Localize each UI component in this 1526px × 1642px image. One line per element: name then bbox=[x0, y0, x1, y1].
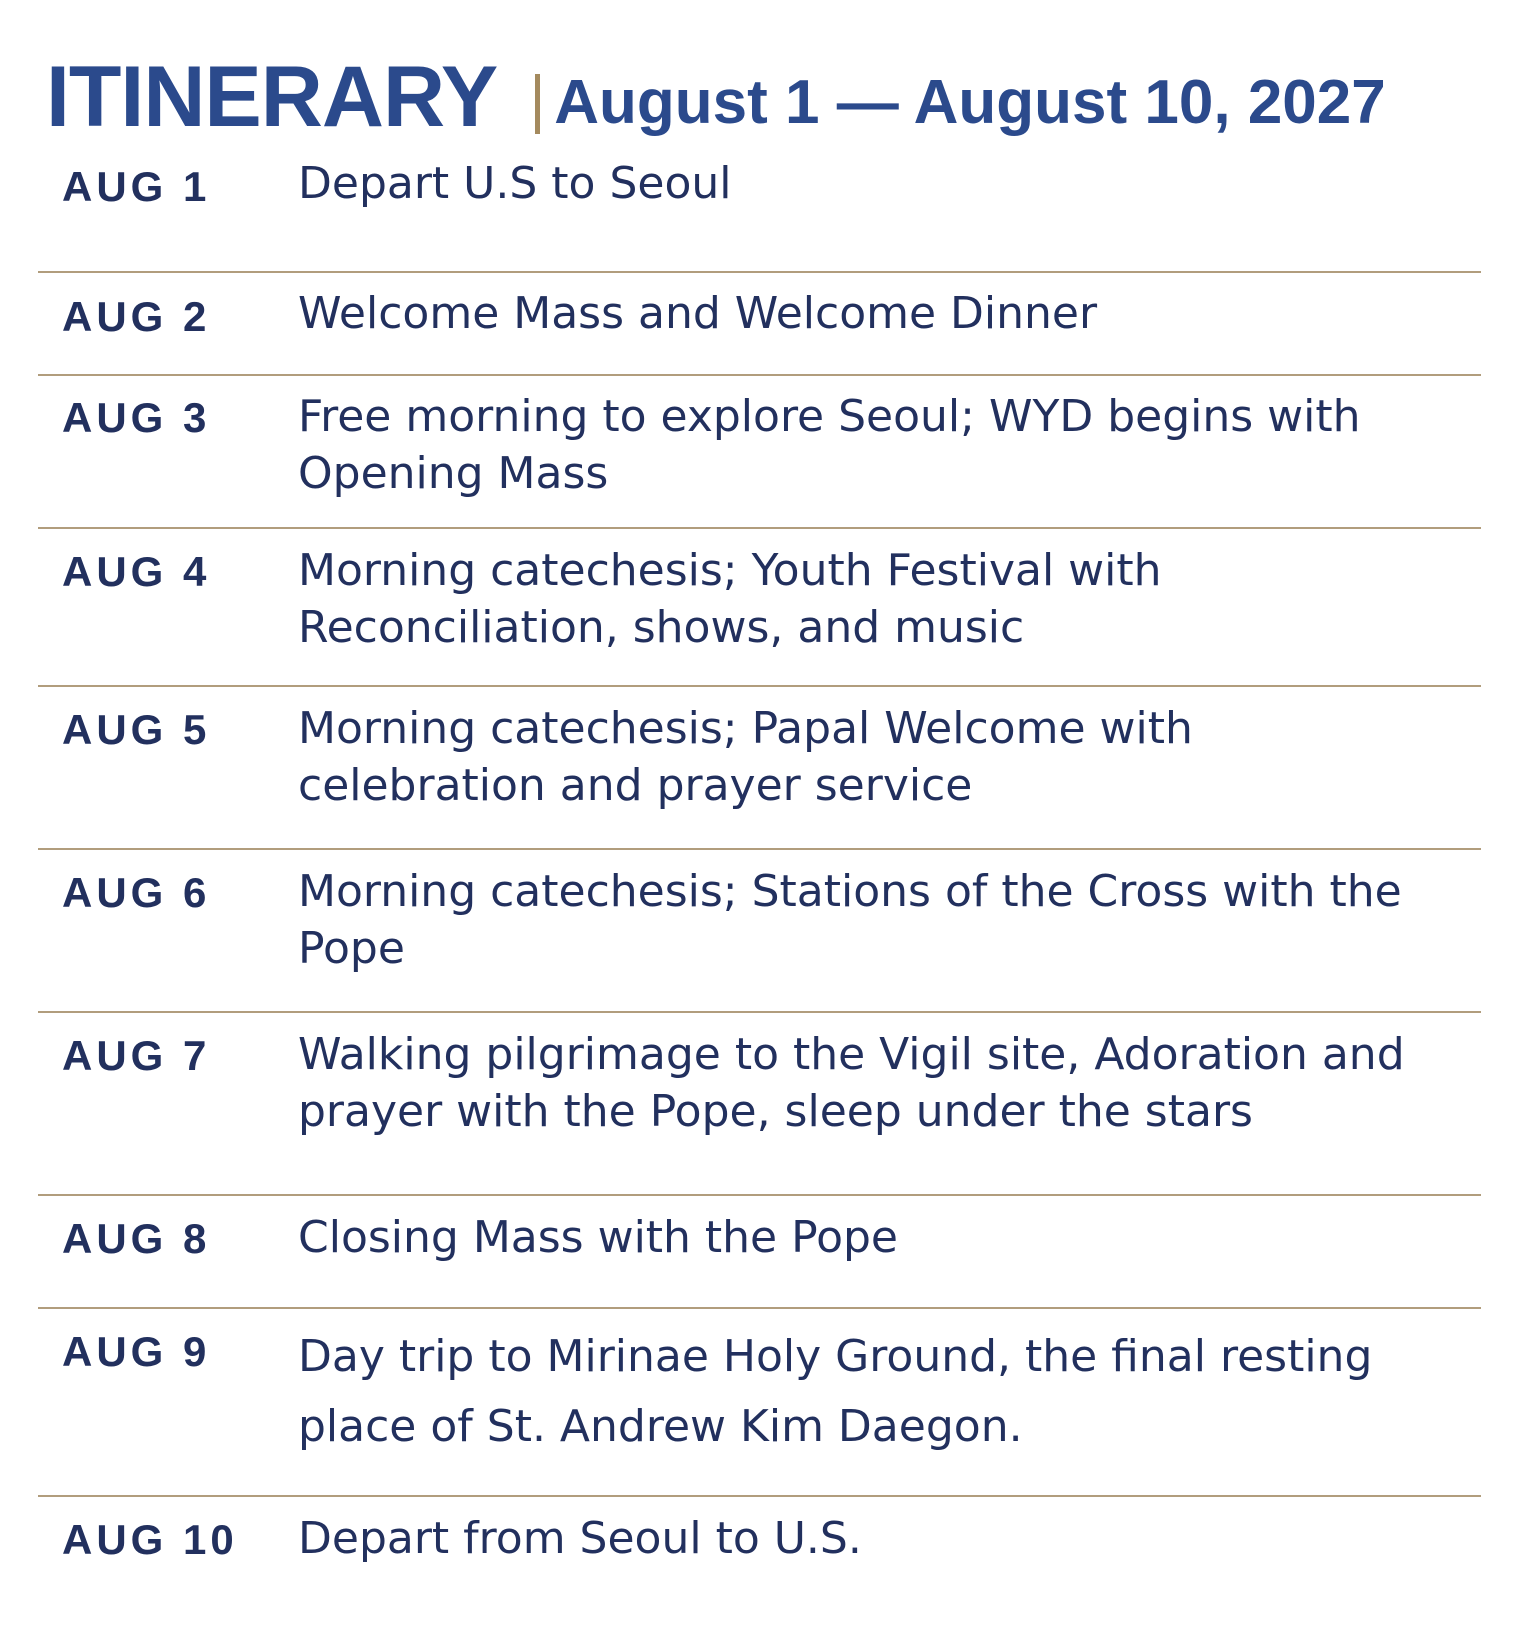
itinerary-description: Morning catechesis; Stations of the Cross with the Pope bbox=[298, 866, 1402, 974]
itinerary-row bbox=[38, 376, 1481, 529]
itinerary-row bbox=[38, 529, 1481, 687]
itinerary-row bbox=[38, 1013, 1481, 1196]
itinerary-date: AUG 3 bbox=[62, 394, 211, 441]
itinerary-row bbox=[38, 687, 1481, 850]
title-divider bbox=[535, 74, 540, 134]
itinerary-date: AUG 8 bbox=[62, 1215, 211, 1262]
date-range: August 1 — August 10, 2027 bbox=[554, 68, 1386, 137]
itinerary-description: Free morning to explore Seoul; WYD begins with Opening Mass bbox=[298, 391, 1361, 499]
itinerary-date: AUG 9 bbox=[62, 1328, 211, 1375]
itinerary-row bbox=[38, 1497, 1481, 1587]
itinerary-description: Day trip to Mirinae Holy Ground, the final resting place of St. Andrew Kim Daegon. bbox=[298, 1331, 1373, 1452]
itinerary-description: Morning catechesis; Youth Festival with Reconciliation, shows, and music bbox=[298, 545, 1162, 653]
itinerary-row bbox=[38, 850, 1481, 1013]
itinerary-description: Morning catechesis; Papal Welcome with celebration and prayer service bbox=[298, 703, 1193, 811]
itinerary-date: AUG 2 bbox=[62, 293, 211, 340]
itinerary-table bbox=[38, 150, 1481, 1587]
itinerary-description: Depart from Seoul to U.S. bbox=[298, 1513, 862, 1564]
itinerary-row bbox=[38, 1309, 1481, 1497]
itinerary-date: AUG 4 bbox=[62, 548, 211, 595]
itinerary-header bbox=[46, 40, 1386, 145]
itinerary-date: AUG 5 bbox=[62, 706, 211, 753]
itinerary-description: Walking pilgrimage to the Vigil site, Adoration and prayer with the Pope, sleep under the stars bbox=[298, 1029, 1405, 1137]
itinerary-date: AUG 6 bbox=[62, 869, 211, 916]
itinerary-date: AUG 7 bbox=[62, 1032, 211, 1079]
itinerary-description: Depart U.S to Seoul bbox=[298, 158, 732, 209]
page-title: ITINERARY bbox=[46, 49, 498, 145]
itinerary-description: Closing Mass with the Pope bbox=[298, 1212, 898, 1263]
itinerary-date: AUG 1 bbox=[62, 163, 211, 210]
itinerary-description: Welcome Mass and Welcome Dinner bbox=[298, 288, 1098, 339]
itinerary-row bbox=[38, 150, 1481, 273]
itinerary-row bbox=[38, 273, 1481, 376]
itinerary-date: AUG 10 bbox=[62, 1516, 238, 1563]
itinerary-row bbox=[38, 1196, 1481, 1309]
